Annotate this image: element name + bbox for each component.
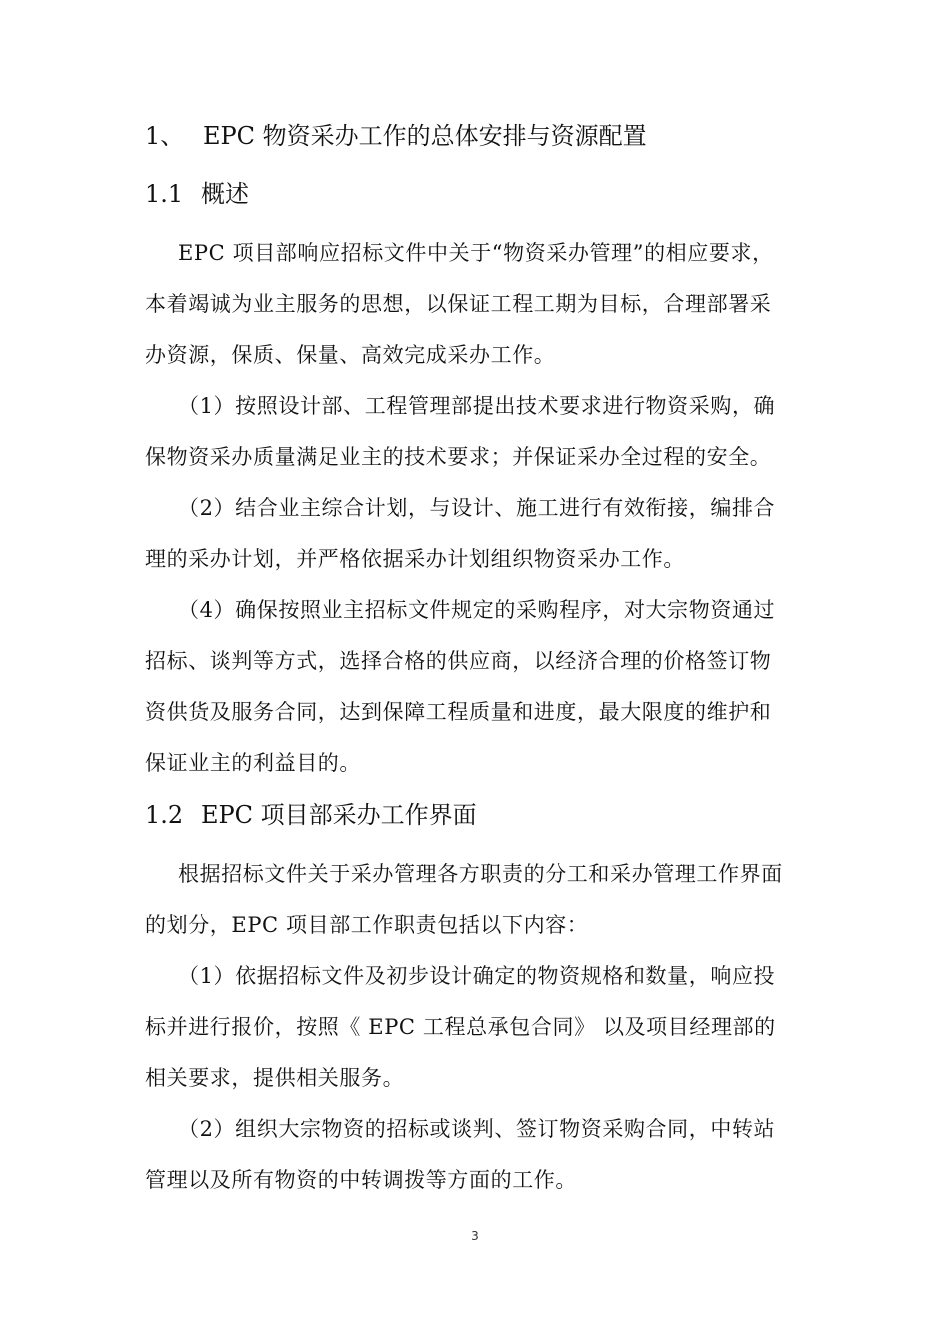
paragraph-scope bbox=[145, 849, 805, 951]
section-title: EPC 物资采办工作的总体安排与资源配置 bbox=[203, 122, 647, 150]
page-number: 3 bbox=[471, 1229, 479, 1243]
text-line: （4）确保按照业主招标文件规定的采购程序，对大宗物资通过 bbox=[178, 598, 776, 622]
text-line: （2）结合业主综合计划，与设计、施工进行有效衔接，编排合 bbox=[178, 496, 776, 520]
text-line: 本着竭诚为业主服务的思想，以保证工程工期为目标，合理部署采 bbox=[145, 292, 772, 316]
page-body bbox=[145, 112, 805, 1206]
section-number: 1、 bbox=[145, 122, 185, 150]
text-line: （1）按照设计部、工程管理部提出技术要求进行物资采购，确 bbox=[178, 394, 776, 418]
text-line: 保证业主的利益目的。 bbox=[145, 751, 361, 775]
text-line: 的划分，EPC 项目部工作职责包括以下内容： bbox=[145, 913, 589, 937]
scope-item-1 bbox=[145, 951, 805, 1104]
section-heading-1-1 bbox=[145, 170, 805, 218]
section-heading-1-2 bbox=[145, 791, 805, 839]
text-line: 相关要求，提供相关服务。 bbox=[145, 1066, 405, 1090]
text-line: 根据招标文件关于采办管理各方职责的分工和采办管理工作界面 bbox=[178, 862, 783, 886]
paragraph-intro bbox=[145, 228, 805, 381]
text-line: 标并进行报价，按照《 EPC 工程总承包合同》 以及项目经理部的 bbox=[145, 1015, 776, 1039]
list-item-1 bbox=[145, 381, 805, 483]
section-heading-1 bbox=[145, 112, 805, 160]
text-line: 保物资采办质量满足业主的技术要求；并保证采办全过程的安全。 bbox=[145, 445, 772, 469]
text-line: 管理以及所有物资的中转调拨等方面的工作。 bbox=[145, 1168, 577, 1192]
scope-item-2 bbox=[145, 1104, 805, 1206]
text-line: （2）组织大宗物资的招标或谈判、签订物资采购合同，中转站 bbox=[178, 1117, 776, 1141]
text-line: 招标、谈判等方式，选择合格的供应商，以经济合理的价格签订物 bbox=[145, 649, 772, 673]
text-line: 办资源，保质、保量、高效完成采办工作。 bbox=[145, 343, 556, 367]
section-title: EPC 项目部采办工作界面 bbox=[201, 801, 477, 829]
list-item-4 bbox=[145, 585, 805, 789]
text-line: 资供货及服务合同，达到保障工程质量和进度，最大限度的维护和 bbox=[145, 700, 772, 724]
text-line: （1）依据招标文件及初步设计确定的物资规格和数量，响应投 bbox=[178, 964, 776, 988]
text-line: 理的采办计划，并严格依据采办计划组织物资采办工作。 bbox=[145, 547, 685, 571]
section-number: 1.1 bbox=[145, 180, 184, 208]
text-line: EPC 项目部响应招标文件中关于“物资采办管理”的相应要求， bbox=[178, 241, 774, 265]
section-number: 1.2 bbox=[145, 801, 184, 829]
list-item-2 bbox=[145, 483, 805, 585]
section-title: 概述 bbox=[201, 180, 249, 208]
